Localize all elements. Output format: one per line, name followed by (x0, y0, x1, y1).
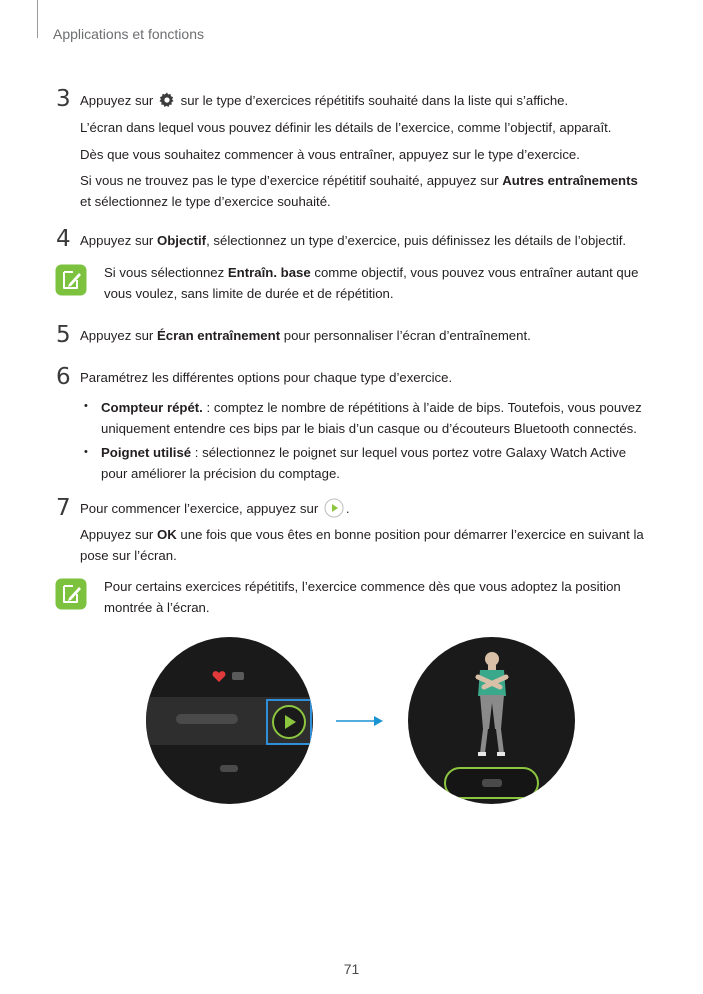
bold-term: Écran entraînement (156, 328, 281, 343)
step-7-text (80, 498, 650, 520)
bold-term: Objectif (156, 233, 207, 248)
text-fragment: Appuyez sur (80, 233, 157, 248)
blurred-ok-label (482, 779, 502, 787)
text-fragment: pour personnaliser l’écran d’entraînement. (280, 328, 531, 343)
step-number: 6 (56, 364, 71, 390)
watch-screen-art (146, 637, 313, 804)
step-6-text: Paramétrez les différentes options pour chaque type d’exercice. (80, 370, 453, 385)
page-header: Applications et fonctions (53, 26, 204, 42)
bullet-item (101, 398, 649, 439)
text-fragment: et sélectionnez le type d’exercice souhaité. (80, 193, 331, 209)
bold-term: Compteur répét. (101, 400, 203, 415)
step-4-text (80, 231, 650, 252)
note-text (104, 263, 652, 304)
text-fragment: : sélectionnez le poignet sur lequel vous portez votre Galaxy Watch Active pour améliorer la précision du comptage. (101, 445, 627, 481)
header-rule (37, 0, 38, 38)
play-icon (324, 498, 344, 518)
blurred-value (232, 672, 244, 680)
bullet: • (84, 400, 88, 412)
blurred-footer (220, 765, 238, 772)
pose-figure (408, 637, 575, 804)
step-7-para-2 (80, 525, 650, 566)
step-number: 3 (56, 86, 71, 112)
text-fragment: Pour commencer l’exercice, appuyez sur (80, 501, 322, 516)
step-3-para-3: Dès que vous souhaitez commencer à vous entraîner, appuyez sur le type d’exercice. (80, 147, 580, 162)
text-fragment: : comptez le nombre de répétitions à l’aide de bips. Toutefois, vous pouvez uniquement entendre ces bips par le biais d’un casque ou d’écouteurs Bluetooth connectés. (101, 400, 642, 436)
step-5-text (80, 326, 650, 347)
heart-icon (213, 671, 226, 682)
note-icon (55, 264, 87, 296)
step-number: 7 (56, 495, 71, 521)
step-3-para-2: L’écran dans lequel vous pouvez définir les détails de l’exercice, comme l’objectif, apparaît. (80, 120, 612, 135)
bold-term: Entraîn. base (227, 265, 311, 280)
text-fragment: Appuyez sur (80, 527, 157, 542)
text-fragment: . (345, 501, 350, 516)
watch-screen-pose (408, 637, 575, 804)
page-number: 71 (343, 961, 360, 977)
step-number: 5 (56, 322, 71, 348)
bullet-item (101, 443, 649, 484)
text-fragment: Si vous sélectionnez (104, 265, 228, 280)
bold-term: Poignet utilisé (101, 445, 192, 460)
step-3-text (80, 91, 650, 112)
note-icon (55, 578, 87, 610)
text-fragment: Appuyez sur (80, 93, 157, 108)
watch-screen-exercise-setup (146, 637, 313, 804)
text-fragment: Si vous ne trouvez pas le type d’exercice répétitif souhaité, appuyez sur (80, 173, 503, 188)
bold-term: Autres entraînements (502, 173, 638, 188)
text-fragment: une fois que vous êtes en bonne position pour démarrer l’exercice en suivant la pose sur l’écran. (80, 527, 644, 563)
gear-icon (159, 92, 175, 108)
text-fragment: sur le type d’exercices répétitifs souhaité dans la liste qui s’affiche. (176, 93, 569, 108)
bullet: • (84, 446, 88, 458)
step-number: 4 (56, 226, 71, 252)
text-fragment: , sélectionnez un type d’exercice, puis définissez les détails de l’objectif. (206, 233, 627, 248)
bold-term: OK (156, 527, 177, 542)
arrow-right-icon (336, 713, 386, 729)
text-fragment: Appuyez sur (80, 328, 157, 343)
note-text: Pour certains exercices répétitifs, l’exercice commence dès que vous adoptez la position montrée à l’écran. (104, 579, 621, 615)
blurred-label (176, 714, 238, 724)
step-3-para-4 (80, 171, 650, 212)
text-fragment: comme objectif, vous pouvez vous entraîner autant que vous voulez, sans limite de durée et de répétition. (104, 265, 639, 301)
